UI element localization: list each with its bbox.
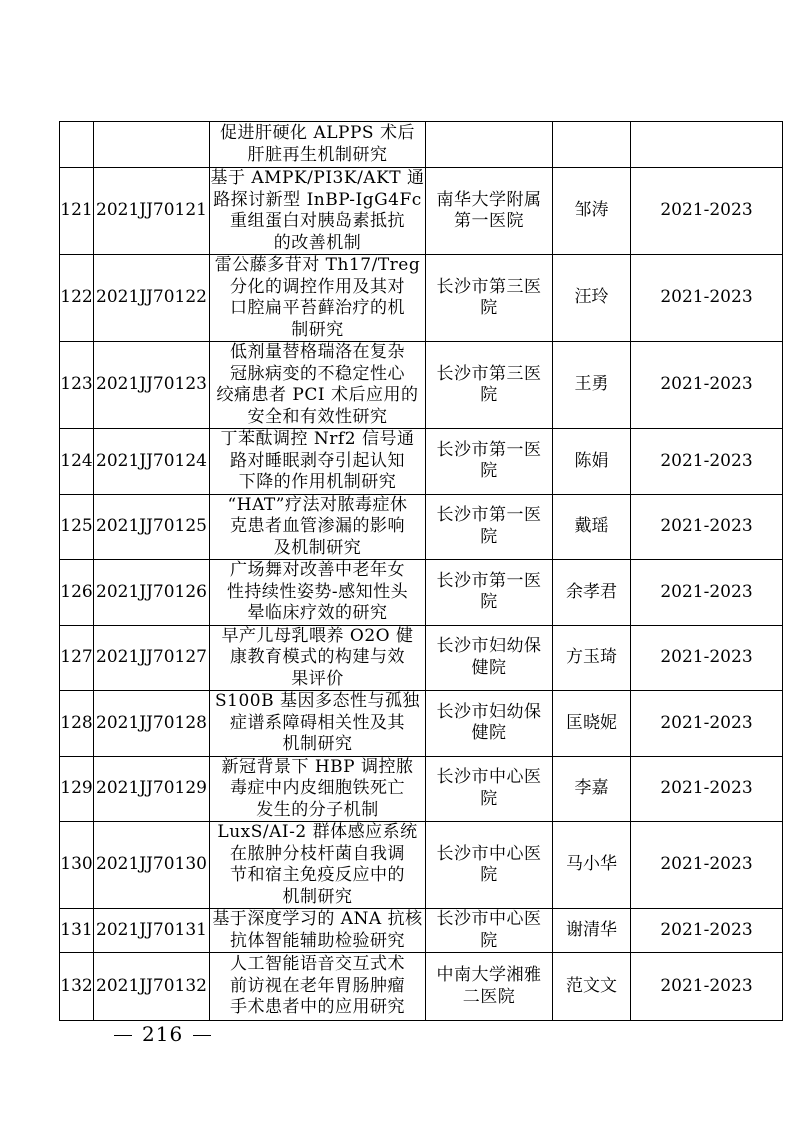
institution-line: 二医院 — [462, 986, 516, 1007]
project-title — [210, 953, 426, 1021]
institution-line: 院 — [480, 526, 498, 547]
project-code — [94, 122, 210, 168]
project-leader: 汪玲 — [553, 255, 631, 342]
row-number: 124 — [60, 429, 94, 495]
row-number: 127 — [60, 625, 94, 691]
project-title-line: 症谱系障碍相关性及其 — [230, 712, 405, 733]
project-title-line: 机制研究 — [282, 886, 353, 907]
project-title-line: 晕临床疗效的研究 — [247, 603, 388, 623]
project-title-line: 节和宿主免疫反应中的 — [230, 865, 405, 885]
project-leader: 陈娟 — [553, 429, 631, 495]
project-title-line: 毒症中内皮细胞铁死亡 — [230, 778, 405, 798]
project-leader: 方玉琦 — [553, 625, 631, 691]
project-period: 2021-2023 — [631, 429, 783, 495]
project-title-line: 基于深度学习的 ANA 抗核 — [212, 909, 423, 929]
row-number: 132 — [60, 953, 94, 1021]
project-code: 2021JJ70131 — [94, 909, 210, 953]
project-title-line: 绞痛患者 PCI 术后应用的 — [216, 385, 419, 405]
project-title-line: 重组蛋白对胰岛素抵抗 — [230, 211, 405, 231]
project-title-line: 分化的调控作用及其对 — [230, 276, 405, 297]
project-title-line: 低剂量替格瑞洛在复杂 — [230, 342, 405, 362]
institution-line: 长沙市第三医 — [436, 276, 542, 297]
row-number: 128 — [60, 691, 94, 757]
institution-line: 院 — [480, 385, 498, 405]
project-title-line: 肝脏再生机制研究 — [247, 144, 388, 165]
project-code: 2021JJ70125 — [94, 494, 210, 560]
project-title-line: 在脓肿分枝杆菌自我调 — [230, 843, 405, 864]
project-leader: 谢清华 — [553, 909, 631, 953]
institution-line: 长沙市第一医 — [436, 570, 542, 591]
institution-line: 南华大学附属 — [436, 189, 542, 210]
institution — [426, 494, 553, 560]
project-code: 2021JJ70122 — [94, 255, 210, 342]
project-title-line: 制研究 — [291, 319, 344, 340]
project-title-line: 的改善机制 — [273, 232, 362, 253]
institution-line: 长沙市中心医 — [436, 843, 542, 864]
project-code: 2021JJ70121 — [94, 168, 210, 255]
institution-line: 长沙市妇幼保 — [436, 636, 542, 657]
project-title-line: 机制研究 — [282, 734, 353, 754]
institution-line: 院 — [480, 592, 498, 613]
project-title-line: 冠脉病变的不稳定性心 — [230, 363, 405, 384]
institution-line: 健院 — [471, 657, 507, 678]
project-period: 2021-2023 — [631, 822, 783, 909]
page-footer — [104, 1022, 221, 1046]
project-title-line: LuxS/AI-2 群体感应系统 — [217, 822, 418, 842]
table-row — [60, 625, 783, 691]
row-number: 126 — [60, 560, 94, 626]
project-title-line: 促进肝硬化 ALPPS 术后 — [220, 123, 415, 143]
project-title — [210, 342, 426, 429]
project-period: 2021-2023 — [631, 909, 783, 953]
table-row — [60, 342, 783, 429]
institution — [426, 822, 553, 909]
project-title — [210, 255, 426, 342]
institution — [426, 625, 553, 691]
project-code: 2021JJ70126 — [94, 560, 210, 626]
row-number: 130 — [60, 822, 94, 909]
project-code: 2021JJ70127 — [94, 625, 210, 691]
project-title-line: 康教育模式的构建与效 — [230, 647, 405, 667]
table-row — [60, 953, 783, 1021]
row-number: 131 — [60, 909, 94, 953]
project-period: 2021-2023 — [631, 756, 783, 822]
project-code: 2021JJ70132 — [94, 953, 210, 1021]
project-code: 2021JJ70124 — [94, 429, 210, 495]
project-code: 2021JJ70123 — [94, 342, 210, 429]
project-title-line: 口腔扁平苔藓治疗的机 — [230, 298, 405, 318]
table-row — [60, 560, 783, 626]
project-period — [631, 122, 783, 168]
project-leader: 马小华 — [553, 822, 631, 909]
project-leader: 李嘉 — [553, 756, 631, 822]
institution — [426, 560, 553, 626]
project-title-line: 发生的分子机制 — [256, 799, 379, 820]
institution-line: 院 — [480, 788, 498, 809]
table-row — [60, 494, 783, 560]
table-body — [60, 122, 783, 1021]
project-leader: 范文文 — [553, 953, 631, 1021]
project-title-line: 手术患者中的应用研究 — [230, 997, 405, 1018]
institution-line: 长沙市第一医 — [436, 505, 542, 526]
row-number: 123 — [60, 342, 94, 429]
institution-line: 院 — [480, 865, 498, 885]
project-title — [210, 560, 426, 626]
project-title-line: 果评价 — [291, 668, 344, 689]
project-title — [210, 494, 426, 560]
institution-line: 中南大学湘雅 — [436, 965, 542, 985]
project-title-line: 丁苯酞调控 Nrf2 信号通 — [220, 429, 415, 449]
project-period: 2021-2023 — [631, 342, 783, 429]
project-title — [210, 122, 426, 168]
project-period: 2021-2023 — [631, 953, 783, 1021]
institution — [426, 756, 553, 822]
project-period: 2021-2023 — [631, 168, 783, 255]
project-code: 2021JJ70128 — [94, 691, 210, 757]
project-title-line: 路对睡眠剥夺引起认知 — [230, 450, 405, 471]
project-leader: 匡晓妮 — [553, 691, 631, 757]
project-title-line: 雷公藤多苷对 Th17/Treg — [214, 255, 421, 275]
table-row — [60, 756, 783, 822]
project-title — [210, 756, 426, 822]
project-period: 2021-2023 — [631, 255, 783, 342]
project-title-line: 性持续性姿势-感知性头 — [226, 581, 409, 602]
project-title-line: 新冠背景下 HBP 调控脓 — [221, 756, 414, 777]
project-title — [210, 909, 426, 953]
institution — [426, 255, 553, 342]
project-title-line: 克患者血管渗漏的影响 — [230, 516, 405, 536]
project-title — [210, 822, 426, 909]
footer-dash-left — [114, 1035, 132, 1036]
project-title-line: 路探讨新型 InBP-IgG4Fc — [213, 189, 422, 210]
project-title-line: S100B 基因多态性与孤独 — [215, 691, 420, 711]
row-number: 129 — [60, 756, 94, 822]
institution — [426, 909, 553, 953]
institution — [426, 691, 553, 757]
project-title-line: 安全和有效性研究 — [247, 406, 388, 427]
project-title-line: 人工智能语音交互式术 — [230, 954, 405, 975]
institution-line: 院 — [480, 930, 498, 951]
project-title-line: 抗体智能辅助检验研究 — [230, 930, 405, 951]
project-title-line: 广场舞对改善中老年女 — [230, 560, 405, 580]
row-number: 125 — [60, 494, 94, 560]
institution-line: 长沙市中心医 — [436, 909, 542, 929]
table-row — [60, 168, 783, 255]
table-row — [60, 255, 783, 342]
institution — [426, 122, 553, 168]
project-title-line: “HAT”疗法对脓毒症休 — [227, 494, 408, 515]
project-title-line: 基于 AMPK/PI3K/AKT 通 — [210, 168, 425, 188]
project-leader — [553, 122, 631, 168]
row-number — [60, 122, 94, 168]
project-title — [210, 168, 426, 255]
institution-line: 健院 — [471, 723, 507, 744]
institution — [426, 429, 553, 495]
institution-line: 长沙市第一医 — [436, 439, 542, 460]
table-row — [60, 909, 783, 953]
project-leader: 邹涛 — [553, 168, 631, 255]
project-leader: 王勇 — [553, 342, 631, 429]
project-leader: 余孝君 — [553, 560, 631, 626]
institution-line: 第一医院 — [454, 211, 524, 231]
institution — [426, 953, 553, 1021]
institution-line: 长沙市妇幼保 — [436, 701, 542, 722]
table-row — [60, 822, 783, 909]
institution — [426, 168, 553, 255]
project-title — [210, 625, 426, 691]
project-code: 2021JJ70129 — [94, 756, 210, 822]
institution-line: 长沙市第三医 — [436, 363, 542, 384]
table-row — [60, 429, 783, 495]
project-title — [210, 691, 426, 757]
project-title — [210, 429, 426, 495]
project-table — [59, 121, 783, 1021]
project-code: 2021JJ70130 — [94, 822, 210, 909]
table-row — [60, 691, 783, 757]
project-title-line: 早产儿母乳喂养 O2O 健 — [221, 625, 414, 646]
institution-line: 长沙市中心医 — [436, 767, 542, 788]
project-period: 2021-2023 — [631, 691, 783, 757]
row-number: 122 — [60, 255, 94, 342]
project-period: 2021-2023 — [631, 494, 783, 560]
institution-line: 院 — [480, 461, 498, 482]
project-period: 2021-2023 — [631, 625, 783, 691]
row-number: 121 — [60, 168, 94, 255]
project-title-line: 前访视在老年胃肠肿瘤 — [230, 975, 405, 996]
footer-dash-right — [193, 1035, 211, 1036]
institution — [426, 342, 553, 429]
project-title-line: 下降的作用机制研究 — [238, 472, 397, 492]
project-leader: 戴瑶 — [553, 494, 631, 560]
table-row — [60, 122, 783, 168]
page-number: 216 — [142, 1022, 184, 1046]
institution-line: 院 — [480, 298, 498, 318]
project-period: 2021-2023 — [631, 560, 783, 626]
project-title-line: 及机制研究 — [273, 537, 362, 558]
